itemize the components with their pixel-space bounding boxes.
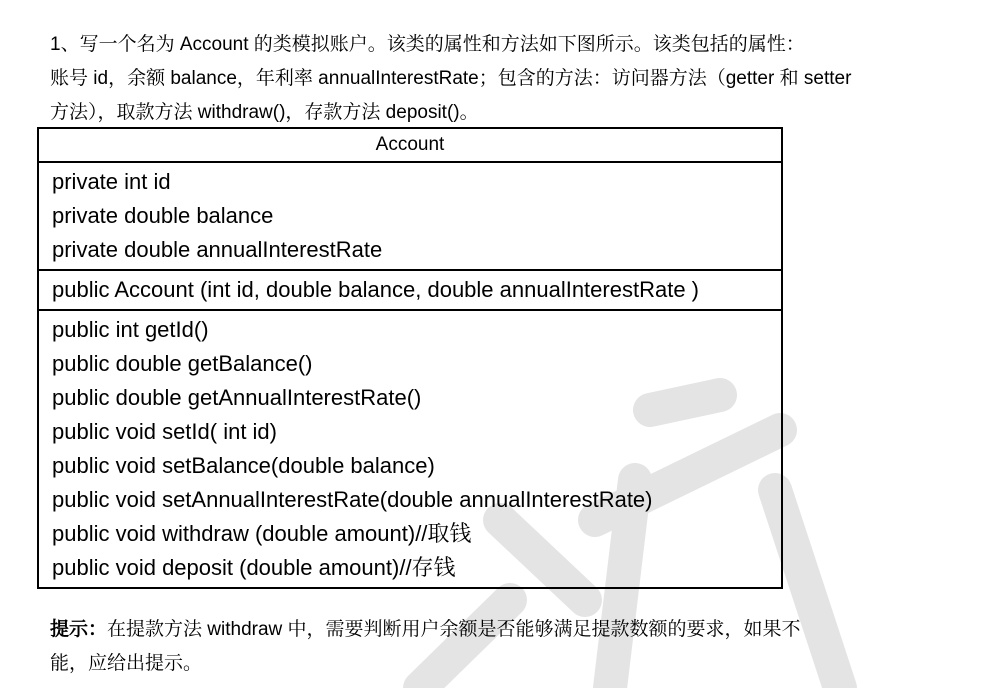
- intro-line-2: 账号 id，余额 balance，年利率 annualInterestRate；包含的方法：访问器方法（getter 和 setter: [50, 68, 852, 89]
- tip-line-2: 能，应给出提示。: [50, 653, 203, 674]
- uml-attributes-section: [39, 163, 781, 271]
- uml-method: public double getBalance(): [52, 351, 313, 376]
- tip-paragraph: [50, 613, 970, 681]
- intro-paragraph: [50, 28, 970, 130]
- tip-line-1-text: 在提款方法 withdraw 中，需要判断用户余额是否能够满足提款数额的要求，如果不: [107, 619, 801, 640]
- uml-method: public void setId( int id): [52, 419, 277, 444]
- uml-method: public void withdraw (double amount)//取钱: [52, 521, 472, 546]
- uml-method: public int getId(): [52, 317, 209, 342]
- uml-method: public void setBalance(double balance): [52, 453, 435, 478]
- uml-class-name: Account: [39, 129, 781, 163]
- tip-line-1: [50, 613, 970, 647]
- uml-constructor: public Account (int id, double balance, double annualInterestRate ): [52, 277, 699, 302]
- tip-label: 提示：: [50, 619, 108, 640]
- uml-attribute: private int id: [52, 169, 171, 194]
- uml-method: public double getAnnualInterestRate(): [52, 385, 422, 410]
- uml-constructor-section: [39, 271, 781, 311]
- uml-method: public void deposit (double amount)//存钱: [52, 555, 456, 580]
- intro-line-1: 1、写一个名为 Account 的类模拟账户。该类的属性和方法如下图所示。该类包括的属性：: [50, 34, 805, 55]
- uml-method: public void setAnnualInterestRate(double annualInterestRate): [52, 487, 653, 512]
- uml-attribute: private double balance: [52, 203, 274, 228]
- uml-class-diagram: [37, 127, 783, 589]
- uml-methods-section: [39, 311, 781, 587]
- intro-line-3: 方法），取款方法 withdraw()，存款方法 deposit()。: [50, 102, 479, 123]
- uml-attribute: private double annualInterestRate: [52, 237, 383, 262]
